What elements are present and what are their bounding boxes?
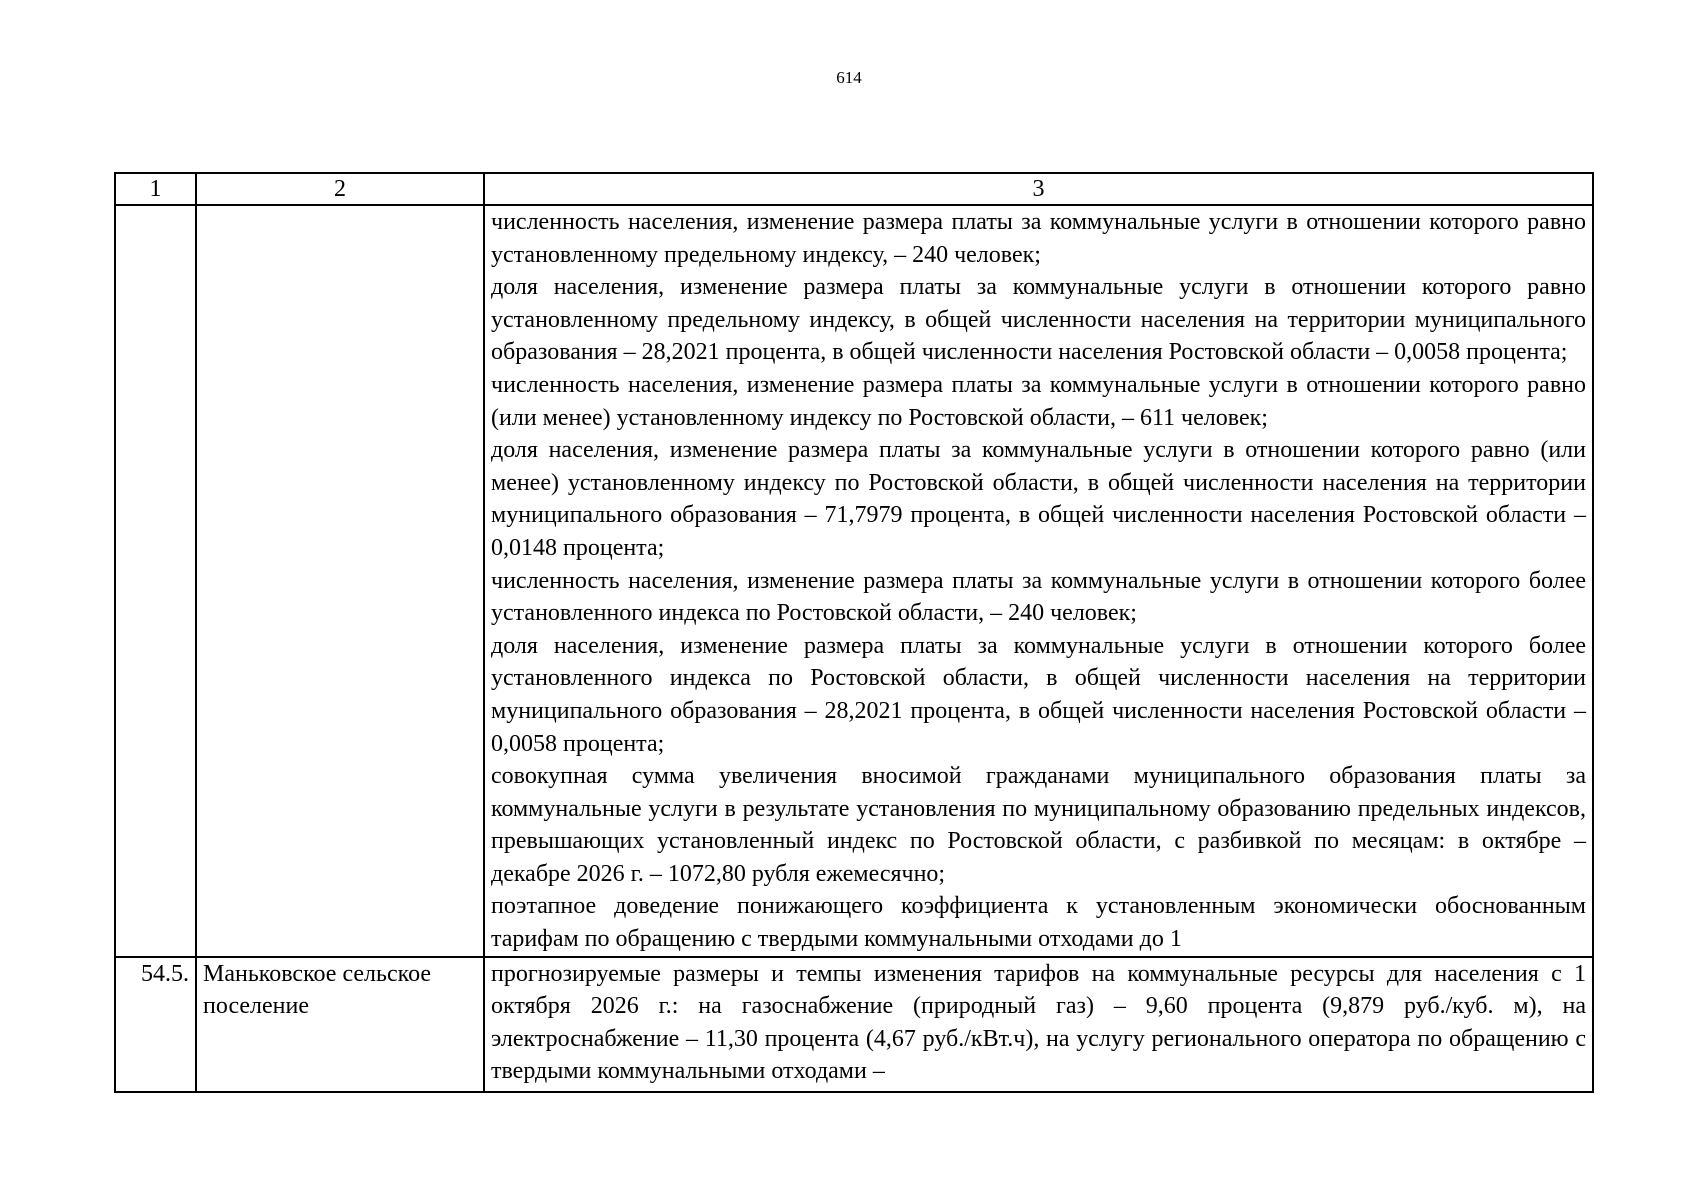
- row-number: 54.5.: [115, 957, 196, 1092]
- paragraph-7: совокупная сумма увеличения вносимой гражданами муниципального образования платы за коммунальные услуги в результате установления по муниципальному образованию предельных индексов, превышающих установленный индекс по Ростовской области, с разбивкой по месяцам: в октябре – декабре 2026 г. – 1072,80 рубля ежемесячно;: [491, 763, 1586, 887]
- cell-description: [484, 957, 1593, 1092]
- paragraph-8: поэтапное доведение понижающего коэффициента к установленным экономически обоснованным тарифам по обращению с твердыми коммунальными отходами до 1: [491, 893, 1586, 953]
- page-number: 614: [836, 68, 862, 87]
- table-row-continuation: [115, 205, 1593, 957]
- paragraph-4: доля населения, изменение размера платы за коммунальные услуги в отношении которого равно (или менее) установленному индексу по Ростовской области, в общей численности населения на территории муниципального образования – 71,7979 процента, в общей численности населения Ростовской области – 0,0148 процента;: [491, 437, 1586, 561]
- header-col-2: 2: [196, 173, 484, 205]
- table-row-54-5: [115, 957, 1593, 1092]
- tariff-text-wrapper: [491, 958, 1586, 1091]
- paragraph-5: численность населения, изменение размера платы за коммунальные услуги в отношении которого более установленного индекса по Ростовской области, – 240 человек;: [491, 567, 1586, 627]
- tariff-paragraph: прогнозируемые размеры и темпы изменения тарифов на коммунальные ресурсы для населения с 1 октября 2026 г.: на газоснабжение (природный газ) – 9,60 процента (9,879 руб./куб. м), на электроснабжение – 11,30 процента (4,67 руб./кВт.ч), на услугу регионального оператора по обращению с твердыми коммунальными отходами –: [491, 960, 1586, 1085]
- cell-description: [484, 205, 1593, 957]
- paragraph-6: доля населения, изменение размера платы за коммунальные услуги в отношении которого более установленного индекса по Ростовской области, в общей численности населения на территории муниципального образования – 28,2021 процента, в общей численности населения Ростовской области – 0,0058 процента;: [491, 632, 1586, 757]
- paragraph-2: доля населения, изменение размера платы за коммунальные услуги в отношении которого равно установленному предельному индексу, в общей численности населения на территории муниципального образования – 28,2021 процента, в общей численности населения Ростовской области – 0,0058 процента;: [491, 274, 1586, 366]
- cell-name-empty: [196, 205, 484, 957]
- data-table: [114, 172, 1594, 1093]
- settlement-name: Маньковское сельское поселение: [196, 957, 484, 1092]
- cell-number-empty: [115, 205, 196, 957]
- header-col-1: 1: [115, 173, 196, 205]
- paragraph-3: численность населения, изменение размера платы за коммунальные услуги в отношении которого равно (или менее) установленному индексу по Ростовской области, – 611 человек;: [491, 371, 1586, 431]
- header-row: [115, 173, 1593, 205]
- header-col-3: 3: [484, 173, 1593, 205]
- paragraph-1: численность населения, изменение размера платы за коммунальные услуги в отношении которого равно установленному предельному индексу, – 240 человек;: [491, 209, 1586, 268]
